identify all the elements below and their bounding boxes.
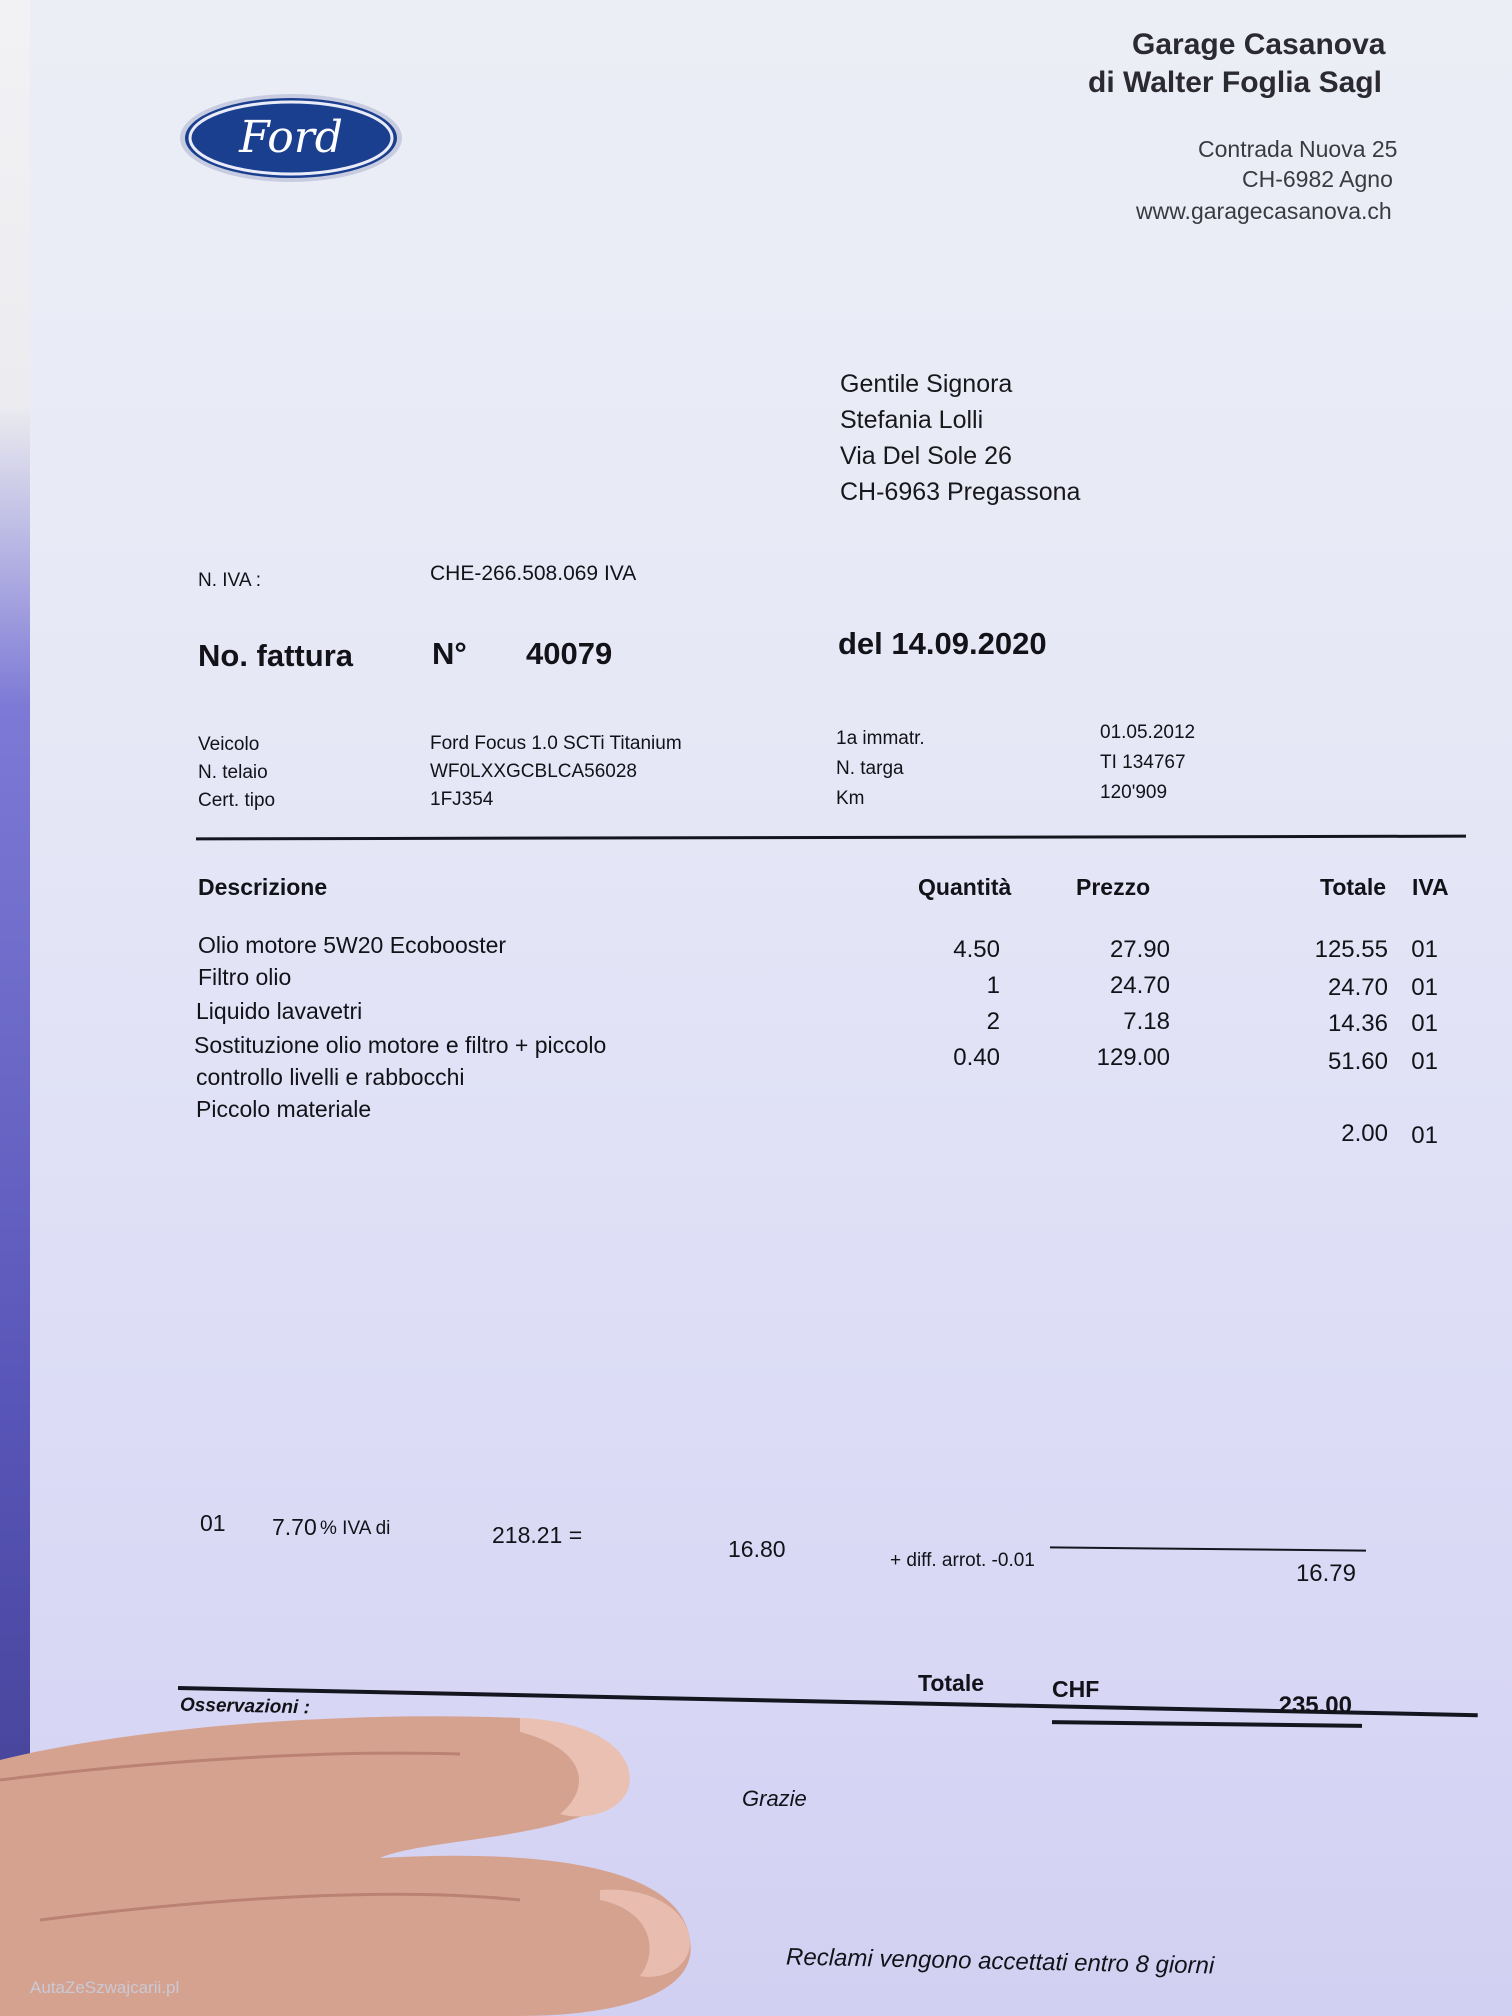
line-item-total: 24.70: [1327, 974, 1388, 1001]
watermark-text: AutaZeSzwajcarii.pl: [30, 1978, 180, 1997]
line-item-quantity: 1: [986, 972, 1000, 999]
vat-value: CHE-266.508.069 IVA: [430, 562, 637, 585]
line-item-price: 129.00: [1096, 1044, 1170, 1071]
subtotal-rule: [1050, 1546, 1366, 1551]
recipient-city: CH-6963 Pregassona: [840, 478, 1081, 506]
claims-notice: Reclami vengono accettati entro 8 giorni: [785, 1943, 1215, 1980]
line-item-description: Sostituzione olio motore e filtro + piccolo: [194, 1032, 607, 1058]
vat-rounding: + diff. arrot. -0.01: [890, 1550, 1035, 1571]
line-item-total: 125.55: [1314, 936, 1388, 963]
line-item-total: 2.00: [1341, 1120, 1388, 1147]
total-label: Totale: [918, 1670, 985, 1696]
company-address: Contrada Nuova 25: [1198, 136, 1398, 162]
line-item-quantity: 4.50: [953, 936, 1000, 963]
line-item-description-continued: controllo livelli e rabbocchi: [196, 1064, 465, 1090]
line-item-vat: 01: [1411, 1010, 1438, 1037]
vehicle-label-chassis: N. telaio: [198, 762, 268, 783]
vat-amount: 16.80: [728, 1536, 786, 1562]
company-website[interactable]: www.garagecasanova.ch: [1136, 198, 1392, 224]
ford-logo: [178, 92, 404, 184]
col-header-total: Totale: [1320, 874, 1387, 900]
line-item-quantity: 2: [986, 1008, 1000, 1035]
vat-rate-suffix: % IVA di: [320, 1518, 391, 1539]
line-item-quantity: 0.40: [953, 1044, 1000, 1071]
hand-photo: [0, 1690, 720, 2016]
vat-base: 218.21 =: [492, 1522, 583, 1548]
line-item-price: 27.90: [1109, 936, 1170, 963]
recipient-salutation: Gentile Signora: [840, 370, 1013, 398]
line-item-vat: 01: [1411, 974, 1438, 1001]
col-header-quantity: Quantità: [918, 874, 1012, 900]
vehicle-plate: TI 134767: [1100, 752, 1186, 773]
vehicle-cert: 1FJ354: [430, 789, 494, 810]
recipient-street: Via Del Sole 26: [840, 442, 1012, 470]
vehicle-label-model: Veicolo: [198, 734, 260, 755]
total-currency: CHF: [1052, 1676, 1100, 1702]
line-item-description: Olio motore 5W20 Ecobooster: [198, 932, 507, 958]
company-name: Garage Casanova: [1132, 28, 1386, 61]
col-header-price: Prezzo: [1076, 874, 1151, 900]
invoice-number: 40079: [526, 636, 613, 671]
invoice-no-symbol: N°: [432, 636, 467, 671]
total-underline: [1052, 1720, 1362, 1728]
line-item-total: 51.60: [1327, 1048, 1388, 1075]
vat-label: N. IVA :: [198, 570, 262, 591]
vat-rate: 7.70: [272, 1514, 317, 1540]
line-item-vat: 01: [1411, 936, 1438, 963]
vehicle-label-plate: N. targa: [836, 758, 904, 779]
vehicle-registration-date: 01.05.2012: [1100, 722, 1196, 743]
vehicle-model: Ford Focus 1.0 SCTi Titanium: [430, 733, 682, 754]
header-divider: [196, 835, 1466, 841]
invoice-date: del 14.09.2020: [838, 626, 1047, 661]
line-item-price: 7.18: [1123, 1008, 1170, 1035]
line-item-description: Piccolo materiale: [196, 1096, 372, 1122]
line-item-price: 24.70: [1109, 972, 1170, 999]
vehicle-label-km: Km: [836, 788, 865, 809]
total-amount: 235.00: [1278, 1692, 1352, 1719]
line-item-description: Liquido lavavetri: [196, 998, 363, 1024]
line-item-vat: 01: [1411, 1122, 1438, 1149]
col-header-description: Descrizione: [198, 874, 328, 900]
line-item-total: 14.36: [1327, 1010, 1388, 1037]
vat-final: 16.79: [1295, 1560, 1356, 1587]
line-item-description: Filtro olio: [198, 964, 292, 990]
vehicle-label-cert: Cert. tipo: [198, 790, 276, 811]
notes-label: Osservazioni :: [179, 1694, 311, 1719]
recipient-name: Stefania Lolli: [840, 406, 984, 434]
vehicle-chassis: WF0LXXGCBLCA56028: [430, 761, 637, 782]
svg-text:Ford: Ford: [239, 112, 343, 163]
vehicle-label-registration: 1a immatr.: [836, 728, 925, 749]
company-name-line2: di Walter Foglia Sagl: [1088, 66, 1382, 99]
invoice-label: No. fattura: [198, 638, 353, 673]
line-item-vat: 01: [1411, 1048, 1438, 1075]
vehicle-km: 120'909: [1100, 782, 1168, 803]
vat-code: 01: [200, 1510, 226, 1536]
thanks-text: Grazie: [742, 1786, 807, 1811]
company-city: CH-6982 Agno: [1242, 166, 1393, 192]
col-header-vat: IVA: [1412, 874, 1449, 900]
